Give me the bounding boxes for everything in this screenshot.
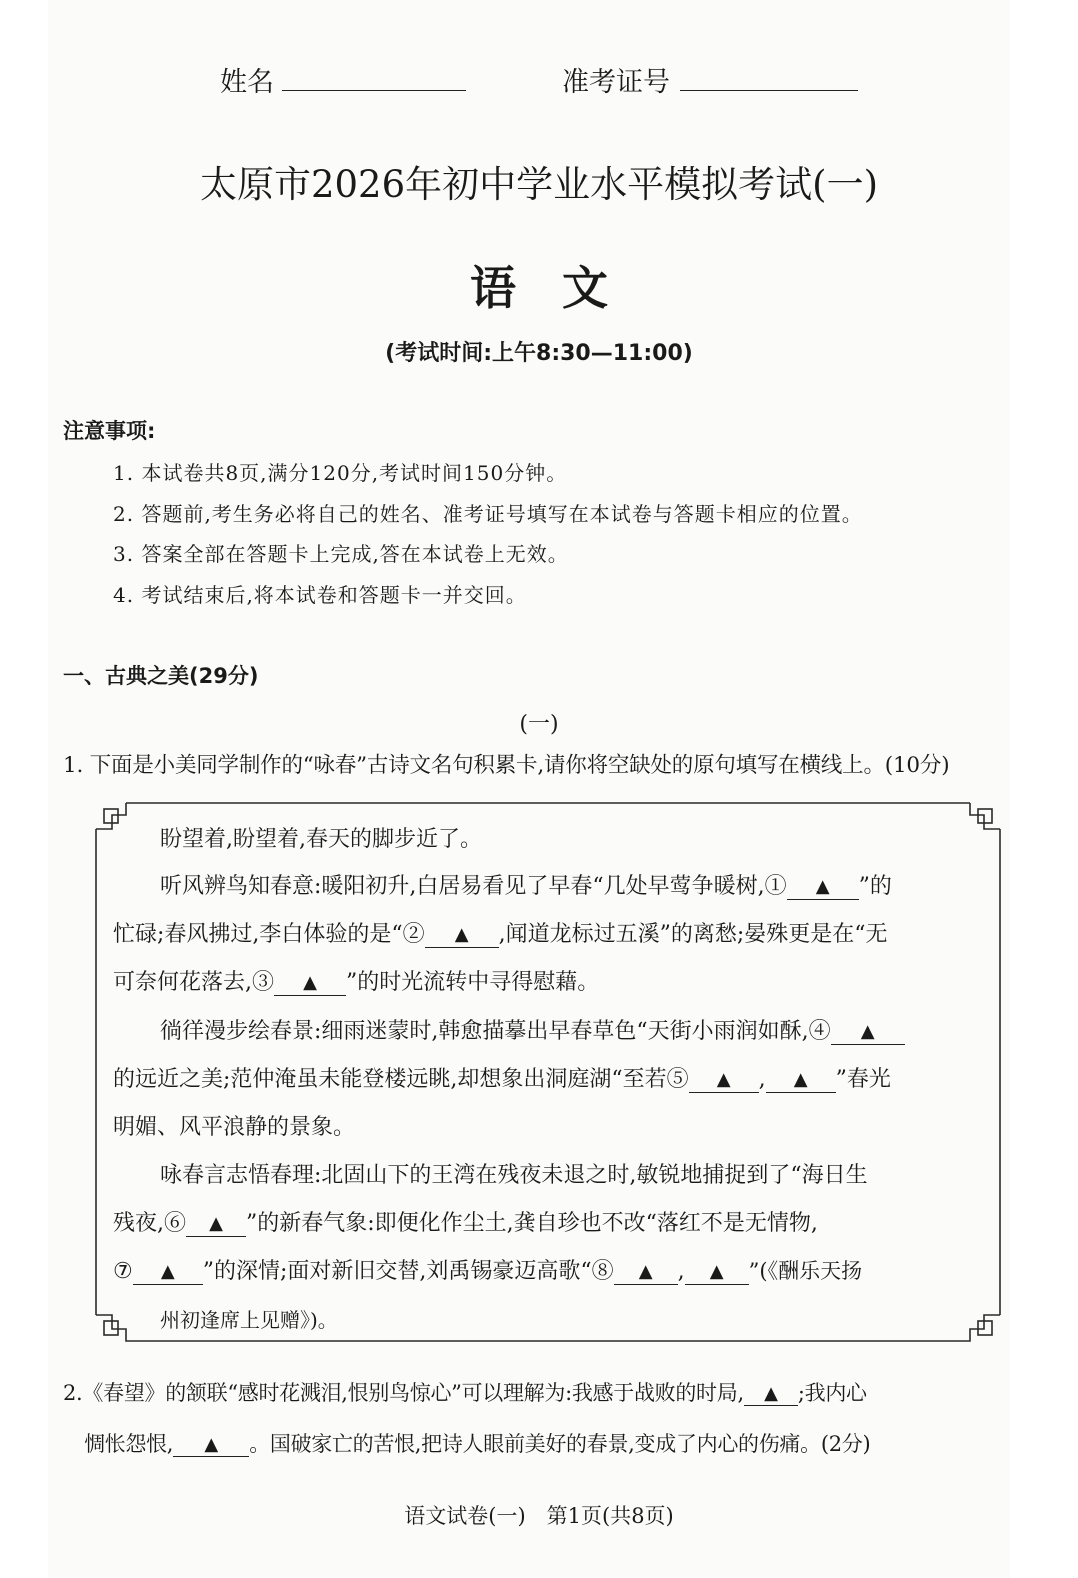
exam-time: (考试时间:上午8:30—11:00) <box>385 341 693 366</box>
exam-number-field[interactable] <box>562 60 858 99</box>
notice-item: 2. 答题前,考生务必将自己的姓名、准考证号填写在本试卷与答题卡相应的位置。 <box>113 502 863 526</box>
question-2-text: 惆怅怨恨, <box>84 1432 174 1456</box>
part-label: (一) <box>519 712 559 737</box>
card-line-text: 盼望着,盼望着,春天的脚步近了。 <box>160 827 482 852</box>
answer-blank-q2b[interactable] <box>173 1433 249 1457</box>
card-line-text: 州初逢席上见赠》)。 <box>160 1308 338 1332</box>
question-1-prompt: 1. 下面是小美同学制作的“咏春”古诗文名句积累卡,请你将空缺处的原句填写在横线上。(10分) <box>63 753 950 778</box>
answer-blank-1[interactable] <box>787 875 859 900</box>
triangle-marker-icon: ▲ <box>815 876 830 897</box>
card-line <box>113 917 888 948</box>
question-2-text: ;我内心 <box>797 1381 867 1405</box>
name-field[interactable] <box>220 60 466 99</box>
name-label: 姓名 <box>220 67 274 98</box>
question-2-text: 。国破家亡的苦恨,把诗人眼前美好的春景,变成了内心的伤痛。(2分) <box>249 1432 871 1456</box>
triangle-marker-icon: ▲ <box>209 1213 223 1234</box>
notice-item: 3. 答案全部在答题卡上完成,答在本试卷上无效。 <box>113 542 569 566</box>
question-2-line <box>84 1428 870 1458</box>
card-line-text: ”(《酬乐天扬 <box>748 1259 863 1283</box>
card-line-text: ,闻道龙标过五溪”的离愁;晏殊更是在“无 <box>498 922 888 947</box>
triangle-marker-icon: ▲ <box>638 1261 653 1282</box>
card-line <box>160 869 892 900</box>
triangle-marker-icon: ▲ <box>204 1434 218 1455</box>
card-line-text: ”的深情;面对新旧交替,刘禹锡豪迈高歌“⑧ <box>202 1259 614 1284</box>
question-2-line <box>63 1377 867 1407</box>
card-line <box>160 1158 868 1189</box>
notice-heading: 注意事项: <box>63 419 156 443</box>
answer-blank-2[interactable] <box>425 923 499 948</box>
card-line-text: 徜徉漫步绘春景:细雨迷蒙时,韩愈描摹出早春草色“天街小雨润如酥,④ <box>160 1019 831 1044</box>
card-line-text: ”春光 <box>835 1067 891 1092</box>
card-line <box>160 1014 905 1045</box>
subject-title: 语 文 <box>470 261 608 315</box>
exam-number-blank[interactable] <box>680 90 858 91</box>
answer-blank-5b[interactable] <box>766 1068 836 1093</box>
answer-blank-6[interactable] <box>186 1212 246 1237</box>
answer-blank-q2a[interactable] <box>744 1382 798 1406</box>
card-line-text: 咏春言志悟春理:北固山下的王湾在残夜未退之时,敏锐地捕捉到了“海日生 <box>160 1163 868 1188</box>
answer-blank-5a[interactable] <box>689 1068 759 1093</box>
answer-blank-7[interactable] <box>133 1260 203 1285</box>
card-line <box>113 1062 891 1093</box>
card-line-text: , <box>677 1259 685 1284</box>
page-footer: 语文试卷(一) 第1页(共8页) <box>404 1504 674 1528</box>
card-line <box>113 1206 818 1237</box>
exam-number-label: 准考证号 <box>562 67 670 98</box>
card-line-text: 可奈何花落去,③ <box>113 970 274 995</box>
answer-blank-3[interactable] <box>274 971 346 996</box>
answer-blank-8b[interactable] <box>685 1260 749 1285</box>
card-line-text: 的远近之美;范仲淹虽未能登楼远眺,却想象出洞庭湖“至若⑤ <box>113 1067 689 1092</box>
card-line-text: 明媚、风平浪静的景象。 <box>113 1115 356 1140</box>
card-line-text: ”的 <box>858 874 892 899</box>
card-line-text: ”的时光流转中寻得慰藉。 <box>346 970 600 995</box>
triangle-marker-icon: ▲ <box>709 1261 724 1282</box>
name-blank[interactable] <box>282 90 466 91</box>
card-line <box>160 1304 338 1333</box>
answer-blank-4[interactable] <box>831 1020 905 1045</box>
section-heading: 一、古典之美(29分) <box>63 664 259 688</box>
card-line-text: 听风辨鸟知春意:暖阳初升,白居易看见了早春“几处早莺争暖树,① <box>160 874 787 899</box>
card-line-text: 残夜,⑥ <box>113 1211 186 1236</box>
card-line <box>113 1110 355 1141</box>
exam-title: 太原市2026年初中学业水平模拟考试(一) <box>199 163 879 206</box>
triangle-marker-icon: ▲ <box>764 1383 778 1404</box>
card-line-text: 忙碌;春风拂过,李白体验的是“② <box>113 922 425 947</box>
triangle-marker-icon: ▲ <box>860 1021 875 1042</box>
card-line <box>113 965 599 996</box>
notice-item: 4. 考试结束后,将本试卷和答题卡一并交回。 <box>113 583 527 607</box>
triangle-marker-icon: ▲ <box>716 1069 731 1090</box>
card-line-text: ”的新春气象:即便化作尘土,龚自珍也不改“落红不是无情物, <box>246 1211 818 1236</box>
card-line <box>160 822 482 853</box>
triangle-marker-icon: ▲ <box>793 1069 808 1090</box>
triangle-marker-icon: ▲ <box>303 972 317 993</box>
card-line <box>113 1254 862 1285</box>
triangle-marker-icon: ▲ <box>160 1261 175 1282</box>
notice-item: 1. 本试卷共8页,满分120分,考试时间150分钟。 <box>113 461 568 485</box>
triangle-marker-icon: ▲ <box>454 924 469 945</box>
answer-blank-8a[interactable] <box>614 1260 678 1285</box>
card-line-text: ⑦ <box>113 1259 133 1284</box>
card-line-text: , <box>758 1067 766 1092</box>
question-2-text: 2.《春望》的颔联“感时花溅泪,恨别鸟惊心”可以理解为:我感于战败的时局, <box>63 1381 744 1405</box>
